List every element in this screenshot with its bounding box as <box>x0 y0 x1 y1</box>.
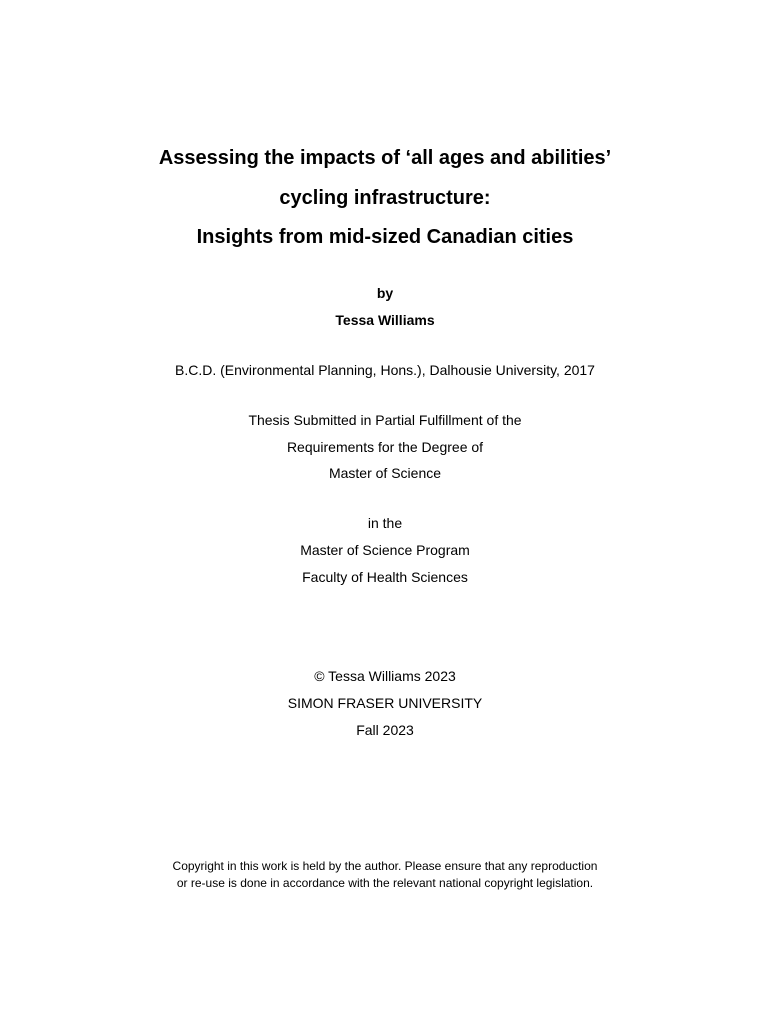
by-label: by <box>376 285 394 301</box>
faculty-name: Faculty of Health Sciences <box>302 569 468 585</box>
copyright-notice-line-1: Copyright in this work is held by the author. Please ensure that any reproduction <box>172 859 598 873</box>
submission-line-2: Requirements for the Degree of <box>286 439 484 455</box>
university-name: SIMON FRASER UNIVERSITY <box>287 695 483 711</box>
prior-degree: B.C.D. (Environmental Planning, Hons.), Dalhousie University, 2017 <box>175 362 595 378</box>
copyright-holder: © Tessa Williams 2023 <box>314 668 456 684</box>
degree-name: Master of Science <box>328 465 442 481</box>
copyright-notice-line-2: or re-use is done in accordance with the relevant national copyright legislation. <box>176 876 594 890</box>
title-line-3: Insights from mid-sized Canadian cities <box>196 226 574 248</box>
author-name: Tessa Williams <box>335 312 435 328</box>
program-name: Master of Science Program <box>300 542 470 558</box>
title-line-2: cycling infrastructure: <box>279 187 491 209</box>
in-the-label: in the <box>367 515 403 531</box>
title-line-1: Assessing the impacts of ‘all ages and abilities’ <box>158 147 612 169</box>
submission-line-1: Thesis Submitted in Partial Fulfillment of the <box>248 412 522 428</box>
term: Fall 2023 <box>356 722 414 738</box>
